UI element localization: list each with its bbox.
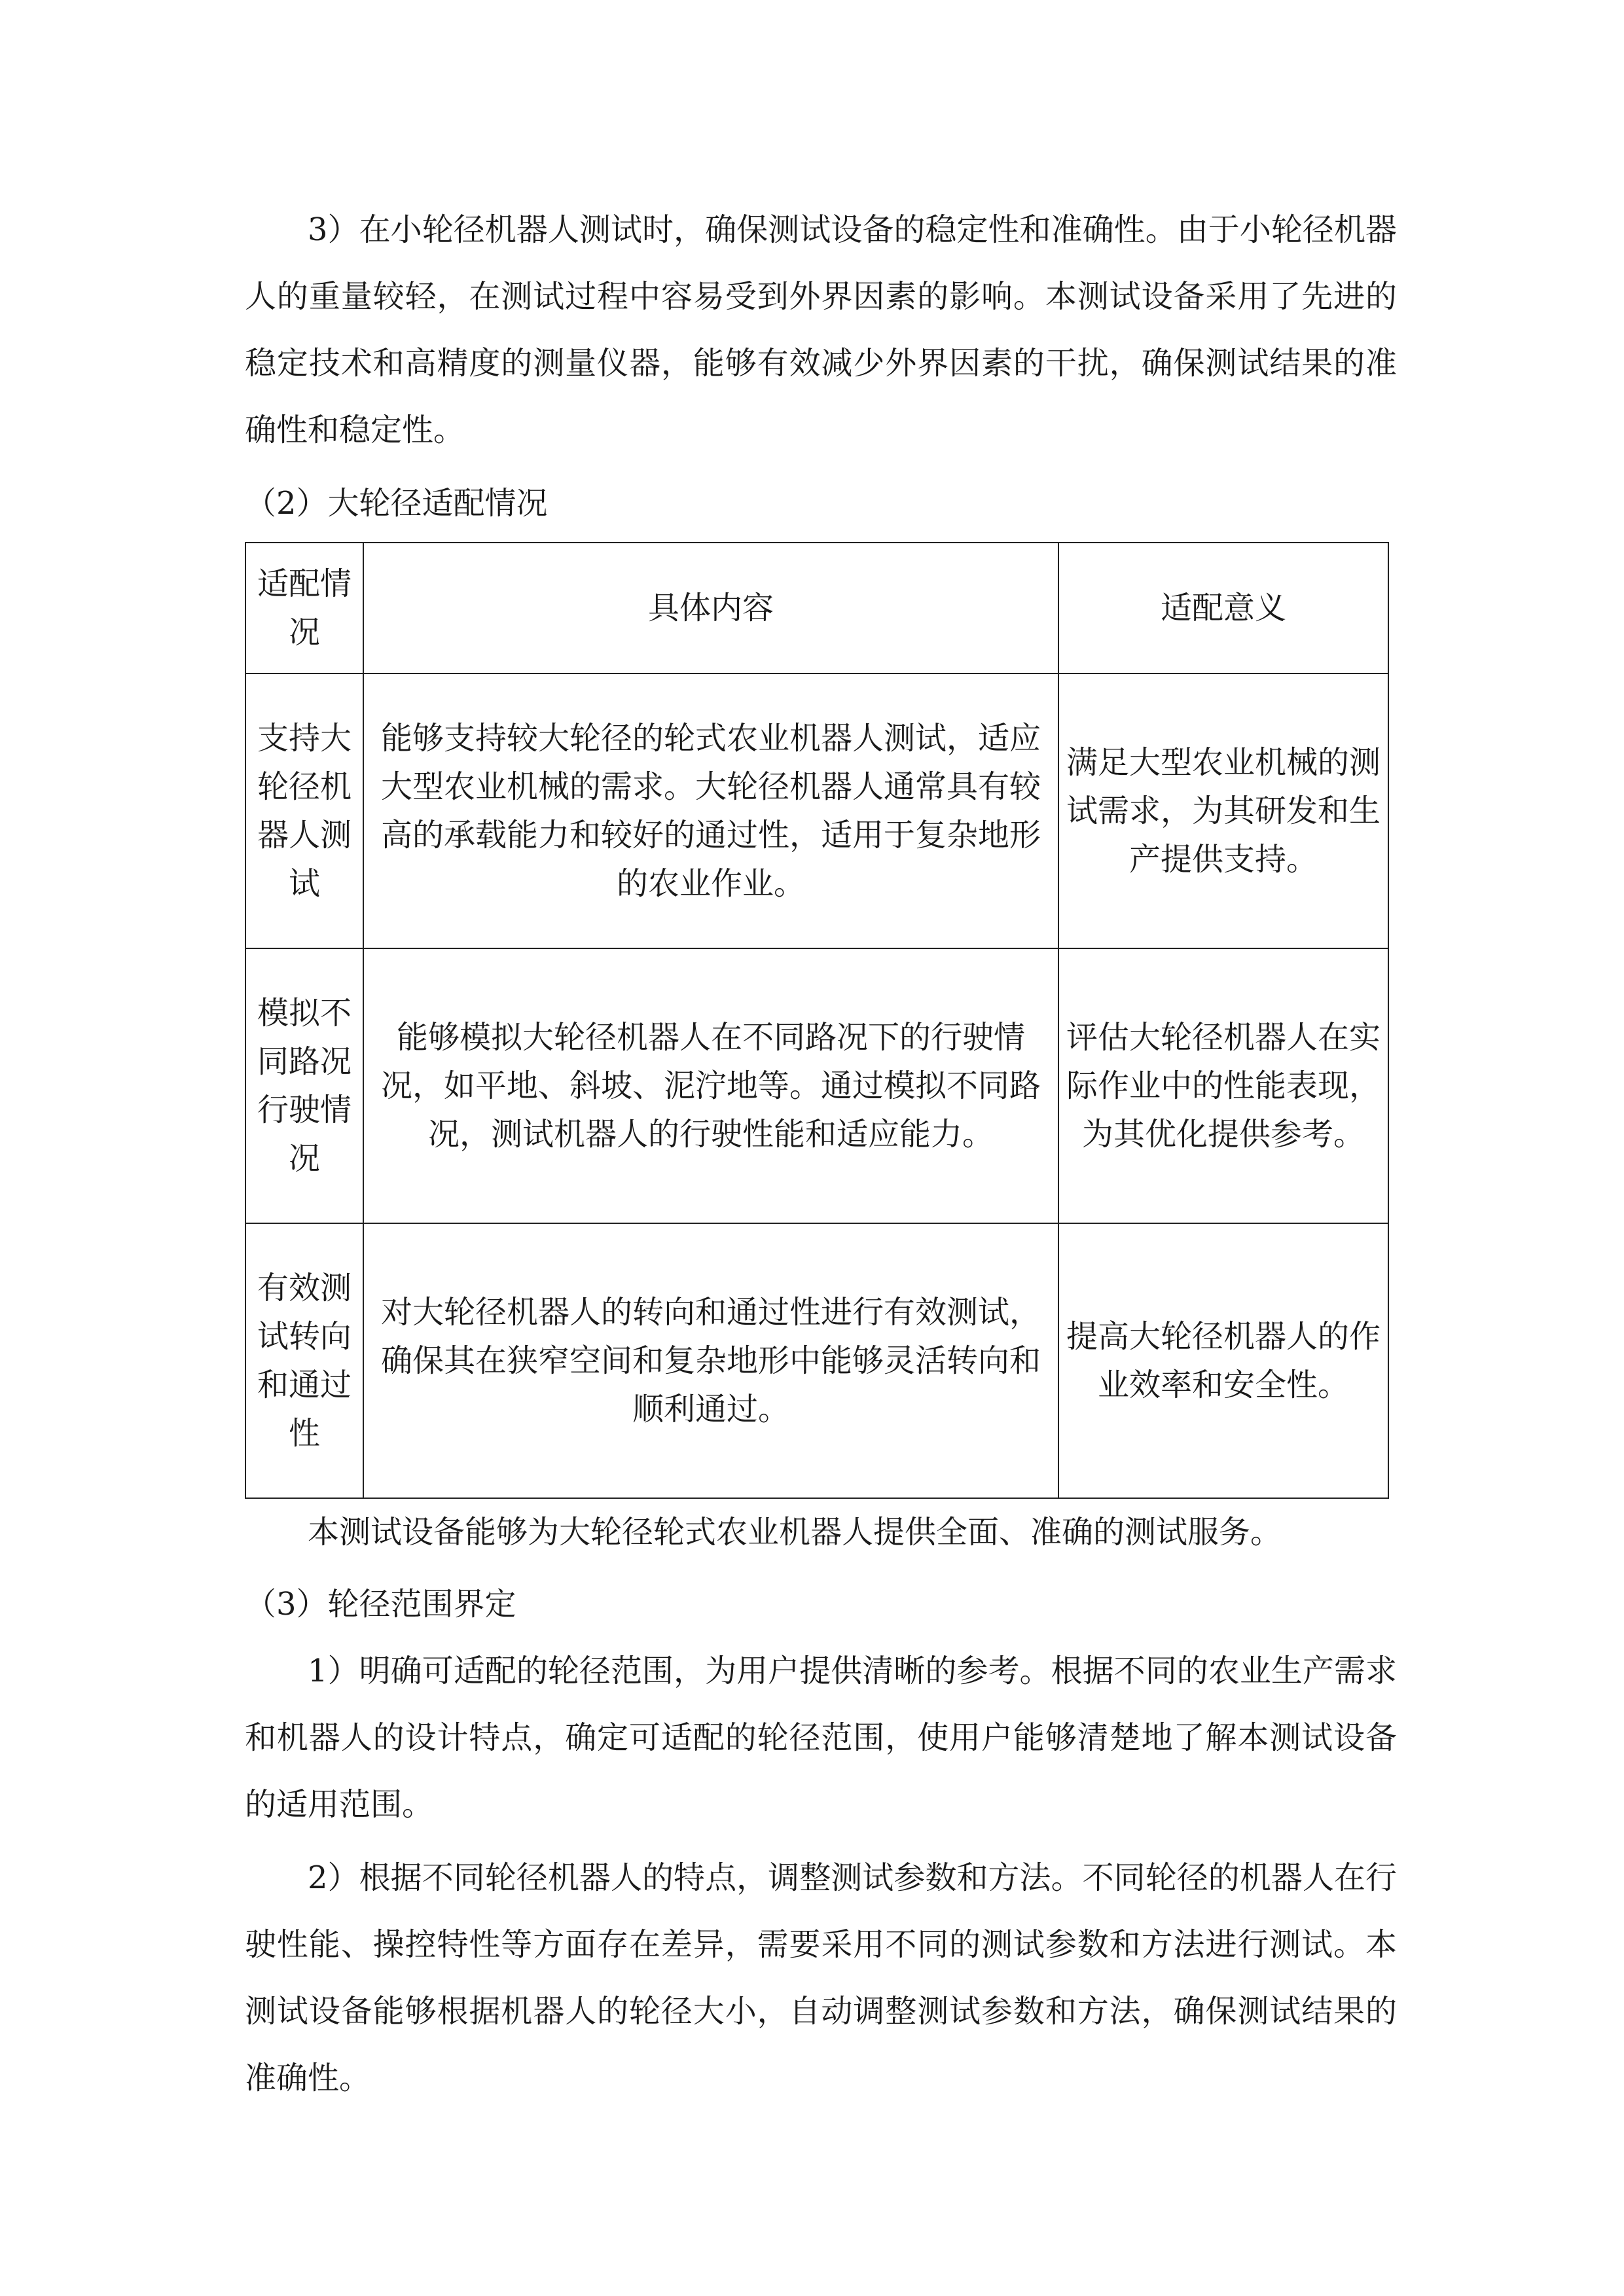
table-row — [245, 1223, 1388, 1498]
table-summary: 本测试设备能够为大轮径轮式农业机器人提供全面、准确的测试服务。 — [308, 1514, 1282, 1551]
cell-content: 对大轮径机器人的转向和通过性进行有效测试，确保其在狭窄空间和复杂地形中能够灵活转向和顺利通过。 — [363, 1223, 1058, 1498]
table-header-row — [245, 543, 1388, 673]
table-row — [245, 948, 1388, 1223]
cell-meaning: 评估大轮径机器人在实际作业中的性能表现，为其优化提供参考。 — [1058, 948, 1388, 1223]
cell-situation: 有效测试转向和通过性 — [245, 1223, 363, 1498]
adaptation-table — [245, 542, 1389, 1499]
cell-situation: 支持大轮径机器人测试 — [245, 673, 363, 948]
section-heading-wheel-range: （3）轮径范围界定 — [245, 1586, 516, 1623]
paragraph-parameter-adjustment: 2）根据不同轮径机器人的特点，调整测试参数和方法。不同轮径的机器人在行驶性能、操控特性等方面存在差异，需要采用不同的测试参数和方法进行测试。本测试设备能够根据机器人的轮径大小，自动调整测试参数和方法，确保测试结果的准确性。 — [245, 1859, 1397, 2096]
paragraph-range-definition: 1）明确可适配的轮径范围，为用户提供清晰的参考。根据不同的农业生产需求和机器人的设计特点，确定可适配的轮径范围，使用户能够清楚地了解本测试设备的适用范围。 — [245, 1653, 1397, 1823]
cell-meaning: 满足大型农业机械的测试需求，为其研发和生产提供支持。 — [1058, 673, 1388, 948]
cell-meaning: 提高大轮径机器人的作业效率和安全性。 — [1058, 1223, 1388, 1498]
paragraph-small-wheel-stability: 3）在小轮径机器人测试时，确保测试设备的稳定性和准确性。由于小轮径机器人的重量较轻，在测试过程中容易受到外界因素的影响。本测试设备采用了先进的稳定技术和高精度的测量仪器，能够有效减少外界因素的干扰，确保测试结果的准确性和稳定性。 — [245, 211, 1397, 448]
document-page — [245, 196, 1397, 2118]
header-situation: 适配情况 — [245, 543, 363, 673]
cell-content: 能够模拟大轮径机器人在不同路况下的行驶情况，如平地、斜坡、泥泞地等。通过模拟不同路况，测试机器人的行驶性能和适应能力。 — [363, 948, 1058, 1223]
header-meaning: 适配意义 — [1058, 543, 1388, 673]
section-heading-large-wheel: （2）大轮径适配情况 — [245, 485, 548, 522]
cell-content: 能够支持较大轮径的轮式农业机器人测试，适应大型农业机械的需求。大轮径机器人通常具有较高的承载能力和较好的通过性，适用于复杂地形的农业作业。 — [363, 673, 1058, 948]
header-content: 具体内容 — [363, 543, 1058, 673]
cell-situation: 模拟不同路况行驶情况 — [245, 948, 363, 1223]
table-row — [245, 673, 1388, 948]
